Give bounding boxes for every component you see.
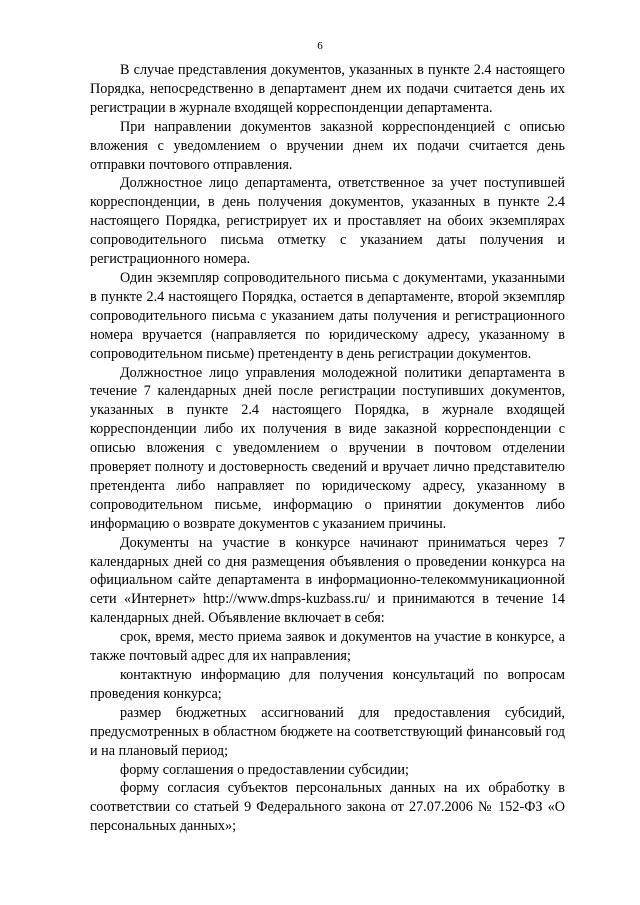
list-item-consent-form: форму согласия субъектов персональных данных на их обработку в соответствии со статьей 9 Федерального закона от 27.07.2006 № 152-ФЗ «О персональных данных»; xyxy=(90,780,565,835)
list-item-agreement-form: форму соглашения о предоставлении субсидии; xyxy=(120,761,409,778)
paragraph-registration-direct: В случае представления документов, указанных в пункте 2.4 настоящего Порядка, непосредственно в департамент днем их подачи считается день их регистрации в журнале входящей корреспонденции департамента. xyxy=(90,62,565,116)
paragraph-cover-letter-copies: Один экземпляр сопроводительного письма с документами, указанными в пункте 2.4 настоящего Порядка, остается в департаменте, второй экземпляр сопроводительного письма с указанием даты получения и регистрационного номера вручается (направляется по юридическому адресу, указанному в сопроводительном письме) претенденту в день регистрации документов. xyxy=(90,269,565,362)
page-number: 6 xyxy=(317,40,323,52)
paragraph-acceptance-period: Документы на участие в конкурсе начинают приниматься через 7 календарных дней со дня размещения объявления о проведении конкурса на официальном сайте департамента в информационно-телекоммуникационной сети «Интернет» http://www.dmps-kuzbass.ru/ и принимаются в течение 14 календарных дней. Объявление включает в себя: xyxy=(90,534,565,627)
paragraph-registered-mail: При направлении документов заказной корреспонденцией с описью вложения с уведомлением о вручении днем их подачи считается день отправки почтового отправления. xyxy=(90,118,565,173)
document-body xyxy=(90,61,565,836)
list-item-deadline-place: срок, время, место приема заявок и документов на участие в конкурсе, а также почтовый адрес для их направления; xyxy=(90,629,565,665)
paragraph-official-registers: Должностное лицо департамента, ответственное за учет поступившей корреспонденции, в день получения документов, указанных в пункте 2.4 настоящего Порядка, регистрирует их и проставляет на обоих экземплярах сопроводительного письма отметку с указанием даты получения и регистрационного номера. xyxy=(90,175,565,268)
list-item-budget-size: размер бюджетных ассигнований для предоставления субсидий, предусмотренных в областном бюджете на соответствующий финансовый год и на плановый период; xyxy=(90,704,565,759)
list-item-contact-info: контактную информацию для получения консультаций по вопросам проведения конкурса; xyxy=(90,667,565,702)
paragraph-youth-policy-review: Должностное лицо управления молодежной политики департамента в течение 7 календарных дней после регистрации поступивших документов, указанных в пункте 2.4 настоящего Порядка, в журнале входящей корреспонденции либо их получения в виде заказной корреспонденции с описью вложения с уведомлением о вручении в почтовом отделении проверяет полноту и достоверность сведений и вручает лично представителю претендента либо направляет по юридическому адресу, указанному в сопроводительном письме, информацию о принятии документов либо информацию о возврате документов с указанием причины. xyxy=(90,364,565,532)
